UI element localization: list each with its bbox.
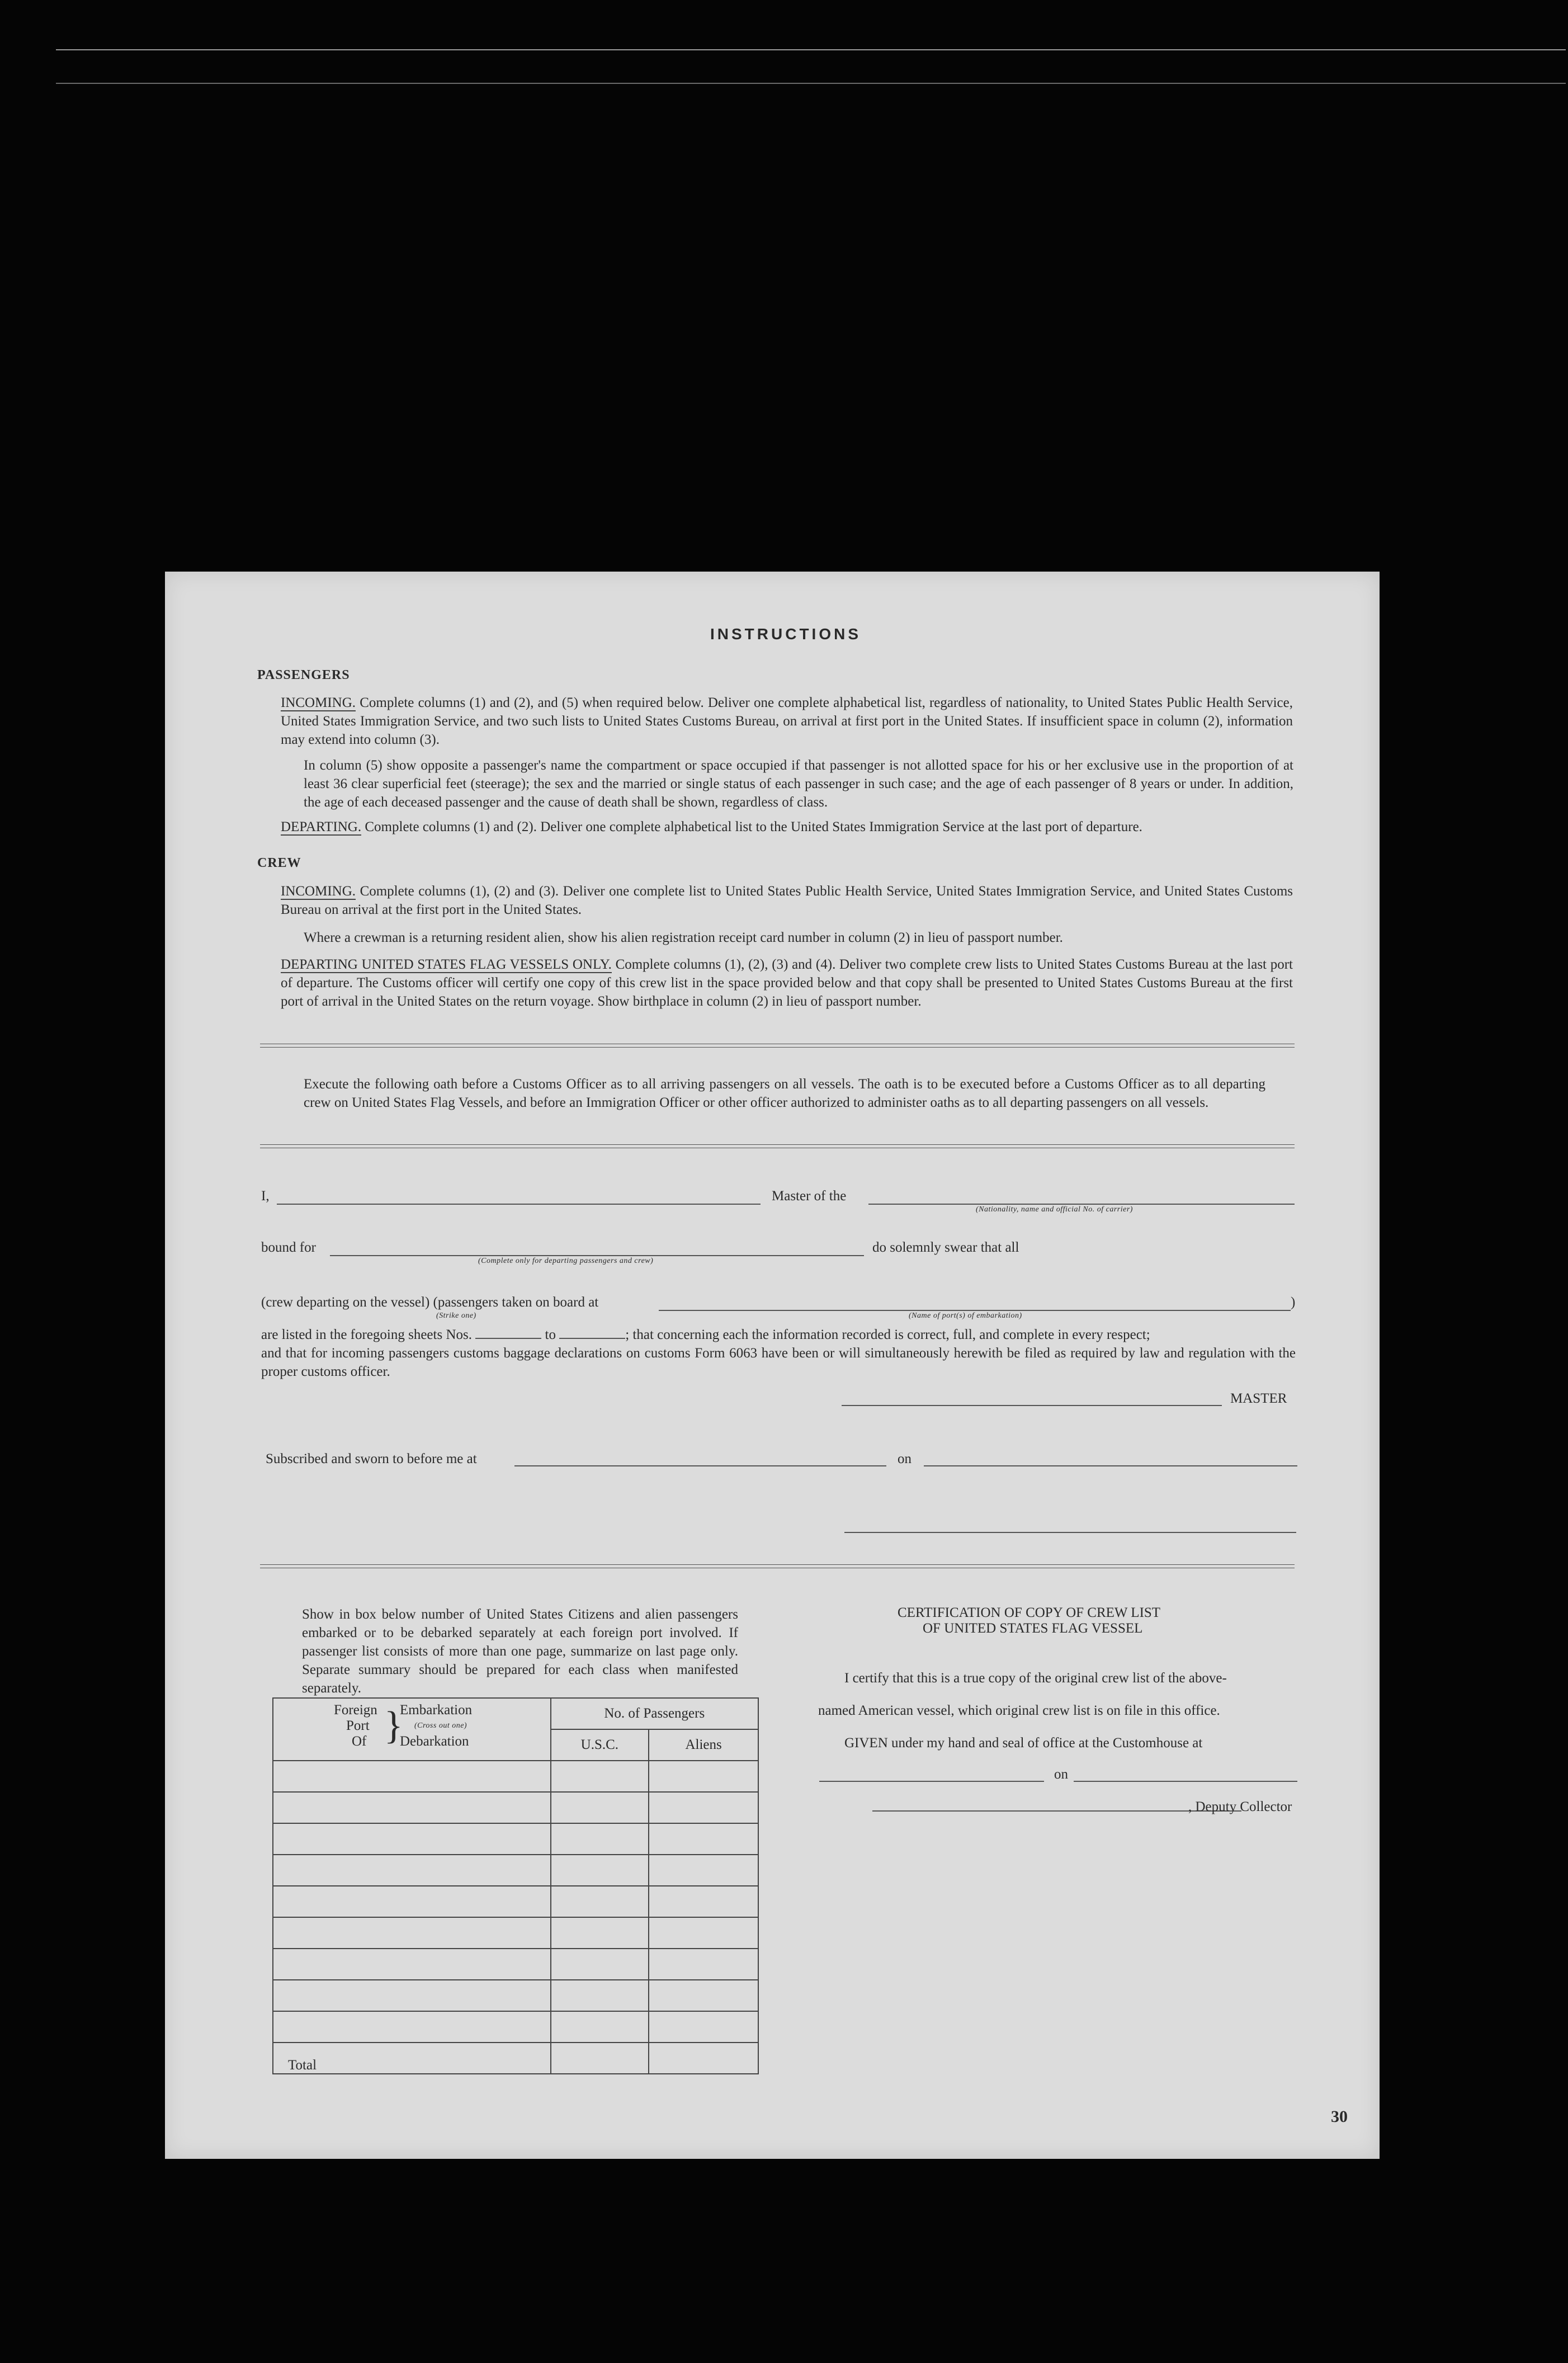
cross-out-caption: (Cross out one) xyxy=(414,1721,467,1730)
usc-cell[interactable] xyxy=(551,1855,649,1886)
port-cell[interactable] xyxy=(273,2011,551,2043)
certification-text-1: I certify that this is a true copy of the original crew list of the above- xyxy=(844,1671,1227,1686)
table-row xyxy=(273,1917,758,1949)
aliens-cell[interactable] xyxy=(649,1886,758,1917)
aliens-cell[interactable] xyxy=(649,1980,758,2011)
aliens-cell[interactable] xyxy=(649,1761,758,1792)
passengers-departing-label: DEPARTING. xyxy=(281,819,362,834)
embarkation-label: Embarkation xyxy=(400,1702,473,1718)
usc-cell[interactable] xyxy=(551,1917,649,1949)
passengers-incoming xyxy=(281,694,1293,749)
total-label: Total xyxy=(273,2043,551,2074)
port-cell[interactable] xyxy=(273,1980,551,2011)
certification-title-2: OF UNITED STATES FLAG VESSEL xyxy=(923,1621,1143,1636)
crew-incoming xyxy=(281,882,1293,919)
crew-heading: CREW xyxy=(257,856,301,870)
film-top-line-2 xyxy=(56,83,1566,84)
crew-incoming-label: INCOMING. xyxy=(281,884,356,899)
table-row xyxy=(273,1949,758,1980)
subscribed-place-field[interactable] xyxy=(514,1465,886,1466)
divider-1 xyxy=(260,1044,1295,1048)
no-passengers-header: No. of Passengers xyxy=(551,1698,758,1729)
port-cell[interactable] xyxy=(273,1949,551,1980)
usc-cell[interactable] xyxy=(551,1823,649,1855)
listed-sheets-text xyxy=(261,1326,1150,1344)
aliens-header: Aliens xyxy=(649,1729,758,1761)
divider-3 xyxy=(260,1564,1295,1568)
listed-a: are listed in the foregoing sheets Nos. xyxy=(261,1327,472,1342)
foreign-label: Foreign xyxy=(334,1702,377,1718)
page-title: INSTRUCTIONS xyxy=(710,625,861,643)
usc-cell[interactable] xyxy=(551,1886,649,1917)
aliens-cell[interactable] xyxy=(649,1917,758,1949)
film-top-line xyxy=(56,49,1566,50)
brace-1: } xyxy=(384,1704,403,1747)
bound-for-field[interactable] xyxy=(330,1255,864,1256)
usc-cell[interactable] xyxy=(551,1761,649,1792)
port-cell[interactable] xyxy=(273,1792,551,1823)
passengers-incoming-text: Complete columns (1) and (2), and (5) when required below. Deliver one complete alphabetical list, regardless of nationality, to United States Public Health Service, United States Immigration Service, and two such lists to United States Customs Bureau, on arrival at first port in the United States. If insufficient space in column (2), information may extend into column (3). xyxy=(281,695,1293,747)
crew-departing xyxy=(281,955,1293,1011)
aliens-cell[interactable] xyxy=(649,1855,758,1886)
passengers-incoming-label: INCOMING. xyxy=(281,695,356,710)
master-of-label: Master of the xyxy=(772,1188,847,1204)
total-usc-cell[interactable] xyxy=(551,2043,649,2074)
crew-departing-text: Complete columns (1), (2), (3) and (4). Deliver two complete crew lists to United States Customs Bureau at the last port of departure. The Customs officer will certify one copy of this crew list in the space provided below and that copy shall be presented to United States Customs Bureau at the first port of arrival in the United States on the return voyage. Show birthplace in column (2) in lieu of passport number. xyxy=(281,957,1293,1009)
ports-caption: (Name of port(s) of embarkation) xyxy=(909,1312,1022,1320)
sheet-to-field[interactable] xyxy=(559,1327,625,1339)
complete-caption: (Complete only for departing passengers and crew) xyxy=(478,1257,654,1265)
certification-text-2: named American vessel, which original crew list is on file in this office. xyxy=(818,1703,1220,1718)
port-cell[interactable] xyxy=(273,1886,551,1917)
port-label: Port xyxy=(346,1718,370,1733)
master-name-field[interactable] xyxy=(277,1204,761,1205)
passengers-heading: PASSENGERS xyxy=(257,668,350,682)
subscribed-date-field[interactable] xyxy=(924,1465,1297,1466)
certification-on: on xyxy=(1054,1767,1068,1782)
of-label: Of xyxy=(352,1734,367,1749)
table-row xyxy=(273,1761,758,1792)
crew-departing-text: (crew departing on the vessel) (passengers taken on board at xyxy=(261,1295,599,1310)
usc-cell[interactable] xyxy=(551,1792,649,1823)
page-mark: 30 xyxy=(1331,2107,1348,2126)
sheet-from-field[interactable] xyxy=(475,1327,541,1339)
strike-caption: (Strike one) xyxy=(436,1312,476,1320)
box-instructions: Show in box below number of United States Citizens and alien passengers embarked or to be debarked separately at each foreign port involved. If passenger list consists of more than one page, summarize on last page only. Separate summary should be prepared for each class when manifested separately. xyxy=(302,1607,738,1696)
crew-alien-text: Where a crewman is a returning resident alien, show his alien registration receipt card number in column (2) in lieu of passport number. xyxy=(304,930,1063,945)
certification-title-1: CERTIFICATION OF COPY OF CREW LIST xyxy=(898,1605,1161,1620)
total-aliens-cell[interactable] xyxy=(649,2043,758,2074)
port-cell[interactable] xyxy=(273,1855,551,1886)
customhouse-field[interactable] xyxy=(819,1781,1044,1782)
bound-for-label: bound for xyxy=(261,1240,316,1255)
total-row xyxy=(273,2043,758,2074)
swear-text: do solemnly swear that all xyxy=(872,1240,1019,1255)
passengers-col5-text: In column (5) show opposite a passenger's name the compartment or space occupied if that passenger is not allotted space for his or her exclusive use in the proportion of at least 36 clear superficial feet (steerage); the sex and the married or single status of each passenger in such case; and the age of each passenger of 8 years or under. In addition, the age of each deceased passenger and the cause of death shall be shown, regardless of class. xyxy=(304,758,1293,810)
usc-header: U.S.C. xyxy=(551,1729,649,1761)
aliens-cell[interactable] xyxy=(649,1823,758,1855)
passengers-summary-table xyxy=(272,1697,759,2074)
officer-signature-field[interactable] xyxy=(844,1532,1296,1533)
port-cell[interactable] xyxy=(273,1761,551,1792)
master-signature-field[interactable] xyxy=(842,1405,1222,1406)
usc-cell[interactable] xyxy=(551,1949,649,1980)
master-label: MASTER xyxy=(1230,1391,1287,1406)
divider-2 xyxy=(260,1144,1295,1148)
aliens-cell[interactable] xyxy=(649,1949,758,1980)
certification-date-field[interactable] xyxy=(1074,1781,1297,1782)
deputy-label: , Deputy Collector xyxy=(1188,1799,1292,1814)
aliens-cell[interactable] xyxy=(649,2011,758,2043)
listed-b: ; that concerning each the information recorded is correct, full, and complete in every respect; xyxy=(625,1327,1150,1342)
document-page xyxy=(165,572,1380,2159)
debarkation-label: Debarkation xyxy=(400,1734,469,1749)
oath-instructions: Execute the following oath before a Customs Officer as to all arriving passengers on all vessels. The oath is to be executed before a Customs Officer as to all departing crew on United States Flag Vessels, and before an Immigration Officer or other officer authorized to administer oaths as to all departing passengers on all vessels. xyxy=(304,1077,1265,1110)
close-paren: ) xyxy=(1291,1295,1296,1310)
port-cell[interactable] xyxy=(273,1823,551,1855)
crew-incoming-text: Complete columns (1), (2) and (3). Deliver one complete list to United States Public Health Service, United States Immigration Service, and United States Customs Bureau on arrival at the first port in the United States. xyxy=(281,884,1293,917)
table-row xyxy=(273,1886,758,1917)
certification-given: GIVEN under my hand and seal of office at the Customhouse at xyxy=(844,1735,1203,1751)
nationality-caption: (Nationality, name and official No. of carrier) xyxy=(976,1205,1133,1214)
carrier-field[interactable] xyxy=(868,1204,1295,1205)
subscribed-on-label: on xyxy=(898,1451,911,1466)
subscribed-label: Subscribed and sworn to before me at xyxy=(266,1451,477,1466)
table-row xyxy=(273,1980,758,2011)
deputy-signature-field[interactable] xyxy=(872,1810,1241,1812)
ports-field[interactable] xyxy=(659,1310,1291,1311)
table-row xyxy=(273,2011,758,2043)
table-row xyxy=(273,1823,758,1855)
oath-i-label: I, xyxy=(261,1188,270,1204)
usc-cell[interactable] xyxy=(551,1980,649,2011)
passengers-departing xyxy=(281,818,1293,836)
listed-to: to xyxy=(545,1327,556,1342)
table-row xyxy=(273,1792,758,1823)
aliens-cell[interactable] xyxy=(649,1792,758,1823)
crew-departing-label: DEPARTING UNITED STATES FLAG VESSELS ONLY. xyxy=(281,957,612,972)
passengers-departing-text: Complete columns (1) and (2). Deliver one complete alphabetical list to the United States Immigration Service at the last port of departure. xyxy=(365,819,1142,834)
listed-c: and that for incoming passengers customs baggage declarations on customs Form 6063 have been or will simultaneously herewith be filed as required by law and regulation with the proper customs officer. xyxy=(261,1346,1296,1379)
usc-cell[interactable] xyxy=(551,2011,649,2043)
port-header-cell xyxy=(273,1698,551,1761)
table-row xyxy=(273,1855,758,1886)
port-cell[interactable] xyxy=(273,1917,551,1949)
